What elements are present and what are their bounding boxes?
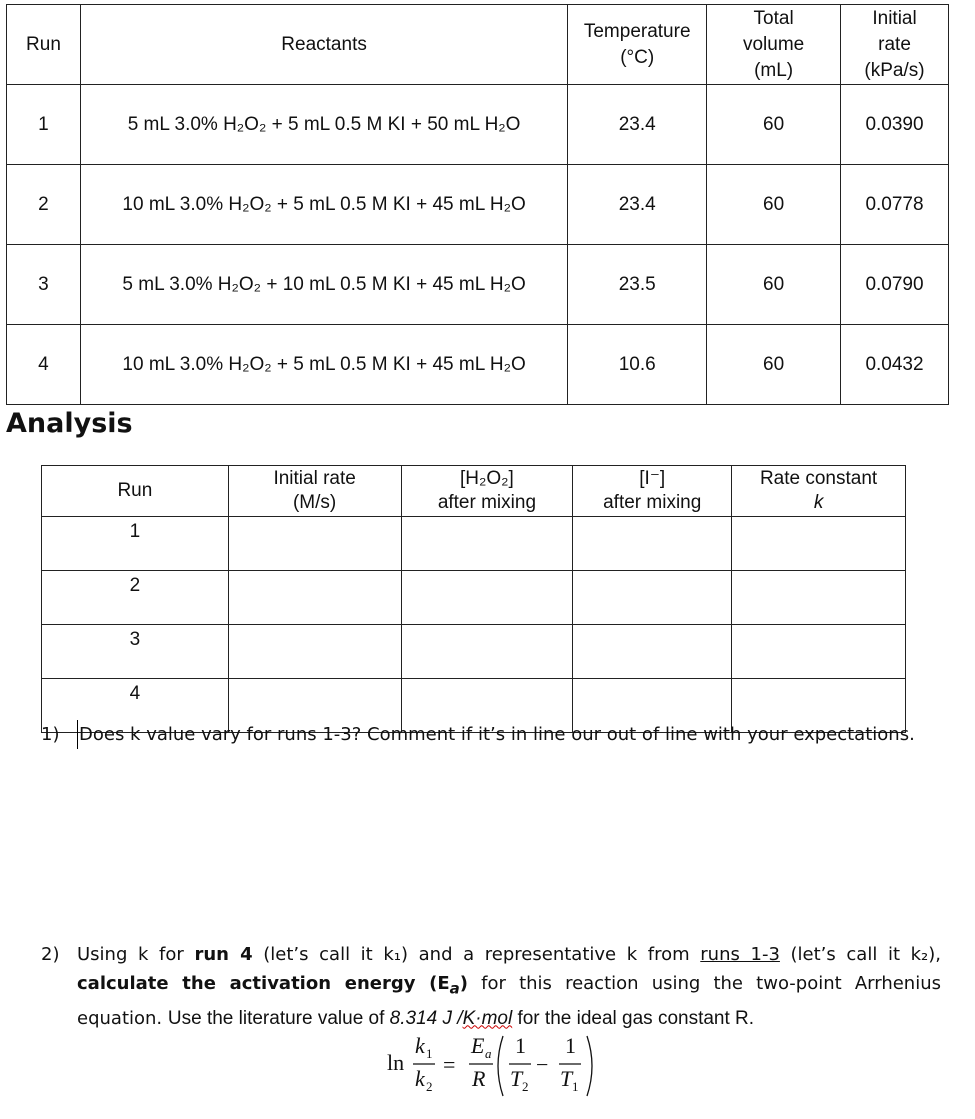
analysis-run-cell: 3 <box>42 625 229 679</box>
initial-rate-input-cell[interactable] <box>228 625 401 679</box>
table-row <box>42 571 906 625</box>
eq-one-num-a: 1 <box>515 1033 526 1058</box>
analysis-header-iodide: [I⁻] after mixing <box>573 466 732 517</box>
table-row <box>42 517 906 571</box>
question-1 <box>41 720 941 750</box>
iodide-input-cell[interactable] <box>573 517 732 571</box>
volume-cell: 60 <box>707 325 841 405</box>
eq-one-num-b: 1 <box>565 1033 576 1058</box>
run-cell: 4 <box>7 325 81 405</box>
rate-constant-input-cell[interactable] <box>732 625 906 679</box>
eq-left-paren <box>498 1036 503 1096</box>
analysis-run-cell: 4 <box>42 679 229 733</box>
run-cell: 3 <box>7 245 81 325</box>
eq-Ea-sub: a <box>485 1046 492 1061</box>
eq-k1-sub: 1 <box>426 1046 433 1061</box>
iodide-input-cell[interactable] <box>573 625 732 679</box>
header-total-volume: Total volume (mL) <box>707 5 841 85</box>
rate-constant-input-cell[interactable] <box>732 571 906 625</box>
header-reactants: Reactants <box>80 5 567 85</box>
reactants-cell: 10 mL 3.0% H₂O₂ + 5 mL 0.5 M KI + 45 mL H₂O <box>80 325 567 405</box>
rate-cell: 0.0432 <box>841 325 949 405</box>
analysis-header-initial-rate: Initial rate (M/s) <box>228 466 401 517</box>
question-1-number: 1) <box>41 724 60 745</box>
temperature-cell: 10.6 <box>568 325 707 405</box>
question-2 <box>41 940 941 1030</box>
table-row <box>7 165 949 245</box>
question-2-text: Using k for run 4 (let’s call it k₁) and a representative k from runs 1-3 (let’s call it k₂), calculate the activation energy $(E_a)$ for this reaction using the two-point Arrhenius equation. Use the literature value of 8.314 J /K·mol for the ideal gas constant R. <box>77 944 942 1029</box>
initial-rate-input-cell[interactable] <box>228 517 401 571</box>
eq-minus: − <box>536 1052 549 1077</box>
temperature-cell: 23.4 <box>568 165 707 245</box>
header-run: Run <box>7 5 81 85</box>
analysis-header-h2o2: [H₂O₂] after mixing <box>401 466 573 517</box>
eq-T2-sub: 2 <box>522 1079 529 1094</box>
header-temperature: Temperature (°C) <box>568 5 707 85</box>
run-cell: 1 <box>7 85 81 165</box>
reactants-cell: 5 mL 3.0% H₂O₂ + 10 mL 0.5 M KI + 45 mL H₂O <box>80 245 567 325</box>
analysis-run-cell: 2 <box>42 571 229 625</box>
temperature-cell: 23.5 <box>568 245 707 325</box>
analysis-table <box>41 465 906 733</box>
table-row <box>42 625 906 679</box>
eq-T1-sub: 1 <box>572 1079 579 1094</box>
analysis-run-cell: 1 <box>42 517 229 571</box>
question-1-text: Does k value vary for runs 1-3? Comment if it’s in line our out of line with your expectations. <box>77 720 941 749</box>
eq-ln: ln <box>387 1050 405 1075</box>
rate-cell: 0.0390 <box>841 85 949 165</box>
eq-right-paren <box>587 1036 592 1096</box>
volume-cell: 60 <box>707 245 841 325</box>
reactants-cell: 5 mL 3.0% H₂O₂ + 5 mL 0.5 M KI + 50 mL H₂O <box>80 85 567 165</box>
header-initial-rate: Initial rate (kPa/s) <box>841 5 949 85</box>
question-2-number: 2) <box>41 944 60 965</box>
analysis-header-run: Run <box>42 466 229 517</box>
h2o2-input-cell[interactable] <box>401 625 573 679</box>
eq-equals: = <box>443 1052 456 1077</box>
iodide-input-cell[interactable] <box>573 571 732 625</box>
table-row <box>7 245 949 325</box>
analysis-header-row <box>42 466 906 517</box>
analysis-header-rate-constant: Rate constant k <box>732 466 906 517</box>
eq-k1-num: k <box>415 1033 425 1058</box>
eq-k2-den: k <box>415 1066 425 1091</box>
rate-cell: 0.0790 <box>841 245 949 325</box>
arrhenius-equation <box>385 1030 600 1102</box>
experiment-data-table <box>6 4 949 405</box>
data-table-header-row <box>7 5 949 85</box>
temperature-cell: 23.4 <box>568 85 707 165</box>
table-row <box>7 85 949 165</box>
analysis-heading: Analysis <box>6 408 133 439</box>
eq-Ea-num: E <box>471 1033 485 1058</box>
table-row <box>7 325 949 405</box>
h2o2-input-cell[interactable] <box>401 517 573 571</box>
eq-T1: T <box>560 1066 573 1091</box>
run-cell: 2 <box>7 165 81 245</box>
reactants-cell: 10 mL 3.0% H₂O₂ + 5 mL 0.5 M KI + 45 mL H₂O <box>80 165 567 245</box>
eq-R: R <box>472 1066 486 1091</box>
eq-k2-sub: 2 <box>426 1079 433 1094</box>
eq-T2: T <box>510 1066 523 1091</box>
initial-rate-input-cell[interactable] <box>228 571 401 625</box>
h2o2-input-cell[interactable] <box>401 571 573 625</box>
rate-cell: 0.0778 <box>841 165 949 245</box>
rate-constant-input-cell[interactable] <box>732 517 906 571</box>
volume-cell: 60 <box>707 85 841 165</box>
volume-cell: 60 <box>707 165 841 245</box>
